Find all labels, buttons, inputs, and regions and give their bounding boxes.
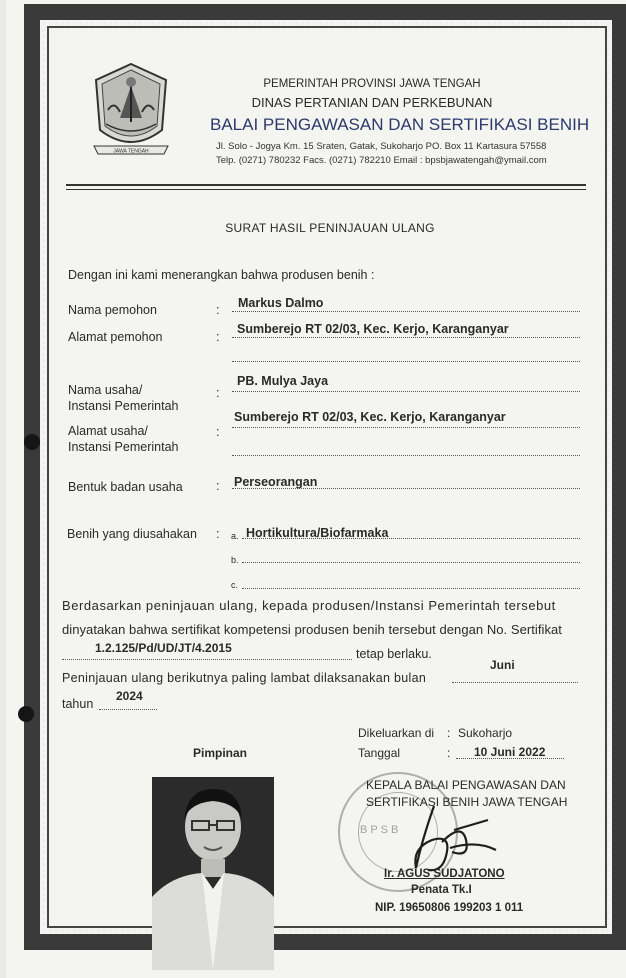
header-institution: BALAI PENGAWASAN DAN SERTIFIKASI BENIH [210, 115, 590, 134]
pimpinan-label: Pimpinan [193, 746, 248, 760]
nama-pemohon-label: Nama pemohon [68, 303, 157, 317]
body-line-1: Berdasarkan peninjauan ulang, kepada produsen/Instansi Pemerintah tersebut [62, 598, 556, 613]
signatory-name: Ir. AGUS SUDJATONO [384, 868, 505, 880]
benih-a-value: Hortikultura/Biofarmaka [246, 526, 389, 540]
field-colon: : [216, 386, 220, 400]
field-colon: : [216, 330, 220, 344]
header-government: PEMERINTAH PROVINSI JAWA TENGAH [263, 78, 481, 90]
applicant-photo-icon [152, 777, 274, 970]
dotted-line [232, 488, 580, 489]
dotted-line [452, 682, 578, 683]
dikeluarkan-value: Sukoharjo [458, 726, 513, 740]
dotted-line [232, 311, 580, 312]
handwritten-signature [392, 800, 502, 876]
intro-text: Dengan ini kami menerangkan bahwa produsen benih : [68, 268, 375, 282]
signatory-title-1: KEPALA BALAI PENGAWASAN DAN [366, 778, 566, 792]
dotted-line [232, 337, 580, 338]
certificate-number: 1.2.125/Pd/UD/JT/4.2015 [95, 641, 232, 655]
tanggal-value: 10 Juni 2022 [474, 745, 546, 759]
emblem-ribbon-text: JAWA TENGAH [113, 148, 149, 155]
nama-pemohon-value: Markus Dalmo [238, 296, 324, 310]
alamat-usaha-label: Alamat usaha/ [68, 424, 148, 438]
dotted-line [99, 709, 157, 710]
nama-usaha-value: PB. Mulya Jaya [237, 374, 329, 388]
punch-hole [24, 434, 40, 450]
punch-hole [18, 706, 34, 722]
bentuk-badan-usaha-value: Perseorangan [234, 475, 318, 489]
field-colon: : [216, 527, 220, 541]
signatory-title-2: SERTIFIKASI BENIH JAWA TENGAH [366, 795, 568, 809]
nama-usaha-label-2: Instansi Pemerintah [68, 399, 179, 413]
dotted-line [232, 427, 580, 428]
dotted-line [242, 538, 580, 539]
header-rule [66, 184, 586, 186]
benih-a-label: a. [231, 531, 239, 541]
dotted-line [232, 455, 580, 456]
field-colon: : [447, 726, 451, 740]
stamp-text: BPSB [360, 824, 402, 836]
header-department: DINAS PERTANIAN DAN PERKEBUNAN [251, 95, 493, 110]
bulan-value: Juni [490, 658, 515, 672]
header-address: Jl. Solo - Jogya Km. 15 Sraten, Gatak, Sukoharjo PO. Box 11 Kartasura 57558 [216, 141, 547, 152]
field-colon: : [216, 425, 220, 439]
field-colon: : [216, 479, 220, 493]
body-line-2: dinyatakan bahwa sertifikat kompetensi produsen benih tersebut dengan No. Sertifikat [62, 622, 562, 637]
alamat-pemohon-label: Alamat pemohon [68, 330, 163, 344]
dotted-line [232, 361, 580, 362]
tahun-value: 2024 [116, 689, 143, 703]
jawa-tengah-emblem-icon [90, 60, 172, 160]
field-colon: : [447, 746, 451, 760]
benih-b-label: b. [231, 555, 239, 565]
field-colon: : [216, 303, 220, 317]
alamat-usaha-value: Sumberejo RT 02/03, Kec. Kerjo, Karanganyar [234, 410, 506, 424]
dotted-line [232, 391, 580, 392]
dotted-line [62, 659, 352, 660]
dotted-line [242, 588, 580, 589]
document-title: SURAT HASIL PENINJAUAN ULANG [225, 221, 435, 235]
body-line-4: Peninjauan ulang berikutnya paling lambat dilaksanakan bulan [62, 671, 427, 685]
signatory-rank: Penata Tk.I [411, 884, 472, 896]
header-rule-thin [66, 189, 586, 190]
header-contact: Telp. (0271) 780232 Facs. (0271) 782210 Email : bpsbjawatengah@ymail.com [216, 155, 547, 166]
benih-label: Benih yang diusahakan [67, 527, 197, 541]
dotted-line [242, 562, 580, 563]
tetap-berlaku-text: tetap berlaku. [356, 647, 432, 661]
alamat-usaha-label-2: Instansi Pemerintah [68, 440, 179, 454]
tanggal-label: Tanggal [358, 746, 401, 760]
dikeluarkan-label: Dikeluarkan di [358, 726, 435, 740]
alamat-pemohon-value: Sumberejo RT 02/03, Kec. Kerjo, Karanganyar [237, 322, 509, 336]
nama-usaha-label: Nama usaha/ [68, 383, 143, 397]
signatory-nip: NIP. 19650806 199203 1 011 [375, 902, 524, 914]
benih-c-label: c. [231, 580, 239, 590]
bentuk-badan-usaha-label: Bentuk badan usaha [68, 480, 183, 494]
tahun-label: tahun [62, 697, 94, 711]
